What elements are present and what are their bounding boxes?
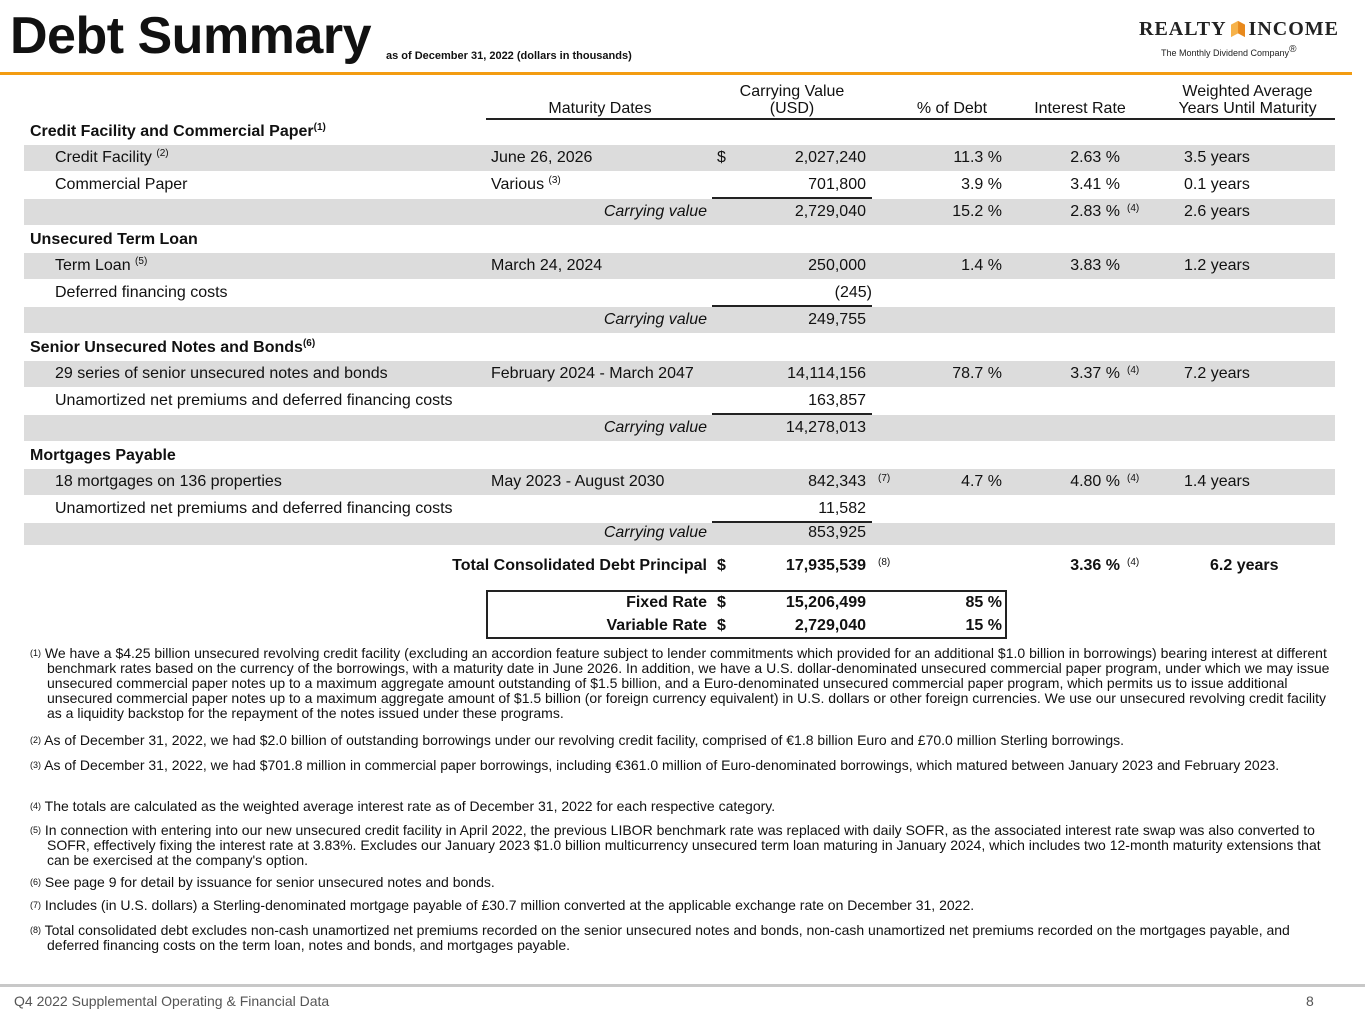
value-cell: 2,027,240 [794,149,866,166]
section-title: Unsecured Term Loan [30,231,198,248]
logo-word-left: REALTY [1139,17,1227,40]
footnote: $^{(4)}$ The totals are calculated as the weighted average interest rate as of December 31, 2022 for each respective category. [30,798,776,814]
currency-cell: $ [717,149,726,166]
row-label: Commercial Paper [55,176,188,193]
footer-divider [0,984,1365,987]
col-wavg-header: Weighted Average Years Until Maturity [1178,83,1317,117]
rate-cell: 2.83 % [1070,203,1120,220]
footnote: $^{(2)}$ As of December 31, 2022, we had $2.0 billion of outstanding borrowings under our revolving credit facility, comprised of €1.8 billion Euro and £70.0 million Sterling borrowings. [30,732,1125,748]
logo-tagline: The Monthly Dividend Company® [1161,44,1297,58]
col-rate-header: Interest Rate [1034,100,1126,117]
footnote: $^{(8)}$ Total consolidated debt excludes non-cash unamortized net premiums recorded on the senior unsecured notes and bonds, non-cash unamortized net premiums recorded on the mortgages payable, and deferred financing costs on the term loan, notes and bonds, and mortgages payable. [30,922,1290,953]
maturity-cell: May 2023 - August 2030 [491,473,665,490]
rate-footnote-mark: (4) [1127,473,1140,484]
value-cell: (245) [834,284,872,301]
rate-footnote-mark: (4) [1127,557,1140,568]
row-label: Unamortized net premiums and deferred financing costs [55,392,453,409]
page-subtitle: as of December 31, 2022 (dollars in thousands) [386,50,632,62]
rate-mix-value: 2,729,040 [794,617,866,634]
logo-word-right: INCOME [1248,17,1339,40]
row-label: 29 series of senior unsecured notes and bonds [55,365,388,382]
subtotal-rule [712,413,872,415]
value-footnote-mark: (7) [878,473,891,484]
rate-cell: 4.80 % [1070,473,1120,490]
pct-cell: 4.7 % [961,473,1002,490]
value-cell: 701,800 [808,176,866,193]
rate-mix-label: Variable Rate [606,617,707,634]
row-label: Term Loan $^{(5)}$ [55,256,148,274]
years-cell: 7.2 years [1184,365,1250,382]
currency-cell: $ [717,594,726,611]
logo-mark-icon [1231,14,1245,44]
carrying-label: Carrying value [603,311,707,328]
footnote: $^{(5)}$ In connection with entering into our new unsecured credit facility in April 2022, the previous LIBOR benchmark rate was replaced with daily SOFR, as the associated interest rate swap was also converted to SOFR, effectively fixing the interest rate at 3.83%. Excludes our January 2023 $1.0 billion multicurrency unsecured term loan maturing in January 2024, which includes two 12-month maturity extensions that can be exercised at the company's option. [30,822,1321,868]
value-cell: 842,343 [808,473,866,490]
carrying-label: Carrying value [603,419,707,436]
page-title: Debt Summary [10,7,371,65]
footnote: $^{(1)}$ We have a $4.25 billion unsecured revolving credit facility (excluding an accordion feature subject to lender commitments which provided for an additional $1.0 billion in borrowings) bearing interest at different benchmark rates based on the currency of the borrowings, with a maturity date in June 2026. In addition, we have a U.S. dollar-denominated unsecured commercial paper program, under which we may issue unsecured commercial paper notes up to a maximum aggregate amount outstanding of $1.5 billion, and a Euro-denominated unsecured commercial paper program, which permits us to issue additional unsecured commercial paper notes up to a maximum aggregate amount of $1.5 billion (or foreign currency equivalent) in U.S. dollars or other foreign currencies. We use our unsecured revolving credit facility as a liquidity backstop for the repayment of the notes issued under these programs. [30,645,1330,721]
col-carrying-header: Carrying Value (USD) [739,83,845,117]
total-label: Total Consolidated Debt Principal [452,557,707,574]
footnote: $^{(3)}$ As of December 31, 2022, we had $701.8 million in commercial paper borrowings, including €361.0 million of Euro-denominated borrowings, which matured between January 2023 and February 2023. [30,757,1280,773]
section-title: Credit Facility and Commercial Paper$^{(1)}$ [30,122,326,140]
years-cell: 1.2 years [1184,257,1250,274]
carrying-label: Carrying value [603,203,707,220]
row-label: Credit Facility $^{(2)}$ [55,148,169,166]
footer-title: Q4 2022 Supplemental Operating & Financial Data [14,993,330,1009]
maturity-cell: March 24, 2024 [491,257,603,274]
rate-cell: 3.83 % [1070,257,1120,274]
total-years: 6.2 years [1210,557,1279,574]
rate-mix-value: 15,206,499 [785,594,866,611]
subtotal-rule [712,305,872,307]
value-cell: 14,278,013 [785,419,866,436]
pct-cell: 78.7 % [952,365,1002,382]
value-footnote-mark: (8) [878,557,891,568]
header-underline [486,118,1335,120]
total-rate: 3.36 % [1070,557,1120,574]
rate-cell: 2.63 % [1070,149,1120,166]
years-cell: 2.6 years [1184,203,1250,220]
maturity-cell: Various $^{(3)}$ [491,175,561,193]
rate-mix-label: Fixed Rate [626,594,707,611]
rate-cell: 3.41 % [1070,176,1120,193]
subtotal-rule [712,197,872,199]
row-label: Deferred financing costs [55,284,228,301]
pct-cell: 1.4 % [961,257,1002,274]
rate-mix-pct: 85 % [965,594,1002,611]
value-cell: 14,114,156 [787,365,866,382]
value-cell: 249,755 [808,311,866,328]
years-cell: 3.5 years [1184,149,1250,166]
row-band [24,253,1335,279]
row-label: Unamortized net premiums and deferred financing costs [55,500,453,517]
years-cell: 1.4 years [1184,473,1250,490]
value-cell: 2,729,040 [794,203,866,220]
row-label: 18 mortgages on 136 properties [55,473,282,490]
section-title: Senior Unsecured Notes and Bonds$^{(6)}$ [30,338,316,356]
years-cell: 0.1 years [1184,176,1250,193]
row-band [24,145,1335,171]
value-cell: 853,925 [808,524,866,541]
page-number: 8 [1306,993,1314,1009]
rate-footnote-mark: (4) [1127,203,1140,214]
value-cell: 11,582 [818,500,866,517]
footnote: $^{(7)}$ Includes (in U.S. dollars) a Sterling-denominated mortgage payable of £30.7 million converted at the applicable exchange rate on December 31, 2022. [30,897,975,913]
pct-cell: 11.3 % [953,149,1002,166]
carrying-label: Carrying value [603,524,707,541]
value-cell: 250,000 [808,257,866,274]
rate-mix-pct: 15 % [965,617,1002,634]
footnote: $^{(6)}$ See page 9 for detail by issuance for senior unsecured notes and bonds. [30,874,495,890]
value-cell: 163,857 [808,392,866,409]
rate-footnote-mark: (4) [1127,365,1140,376]
header-divider [0,72,1352,75]
section-title: Mortgages Payable [30,447,176,464]
rate-cell: 3.37 % [1070,365,1120,382]
pct-cell: 3.9 % [961,176,1002,193]
total-value: 17,935,539 [785,557,866,574]
col-pct-header: % of Debt [916,100,988,117]
currency-cell: $ [717,557,726,574]
maturity-cell: February 2024 - March 2047 [491,365,694,382]
maturity-cell: June 26, 2026 [491,149,593,166]
currency-cell: $ [717,617,726,634]
pct-cell: 15.2 % [952,203,1002,220]
company-logo [1139,14,1339,59]
col-maturity-header: Maturity Dates [548,100,652,117]
